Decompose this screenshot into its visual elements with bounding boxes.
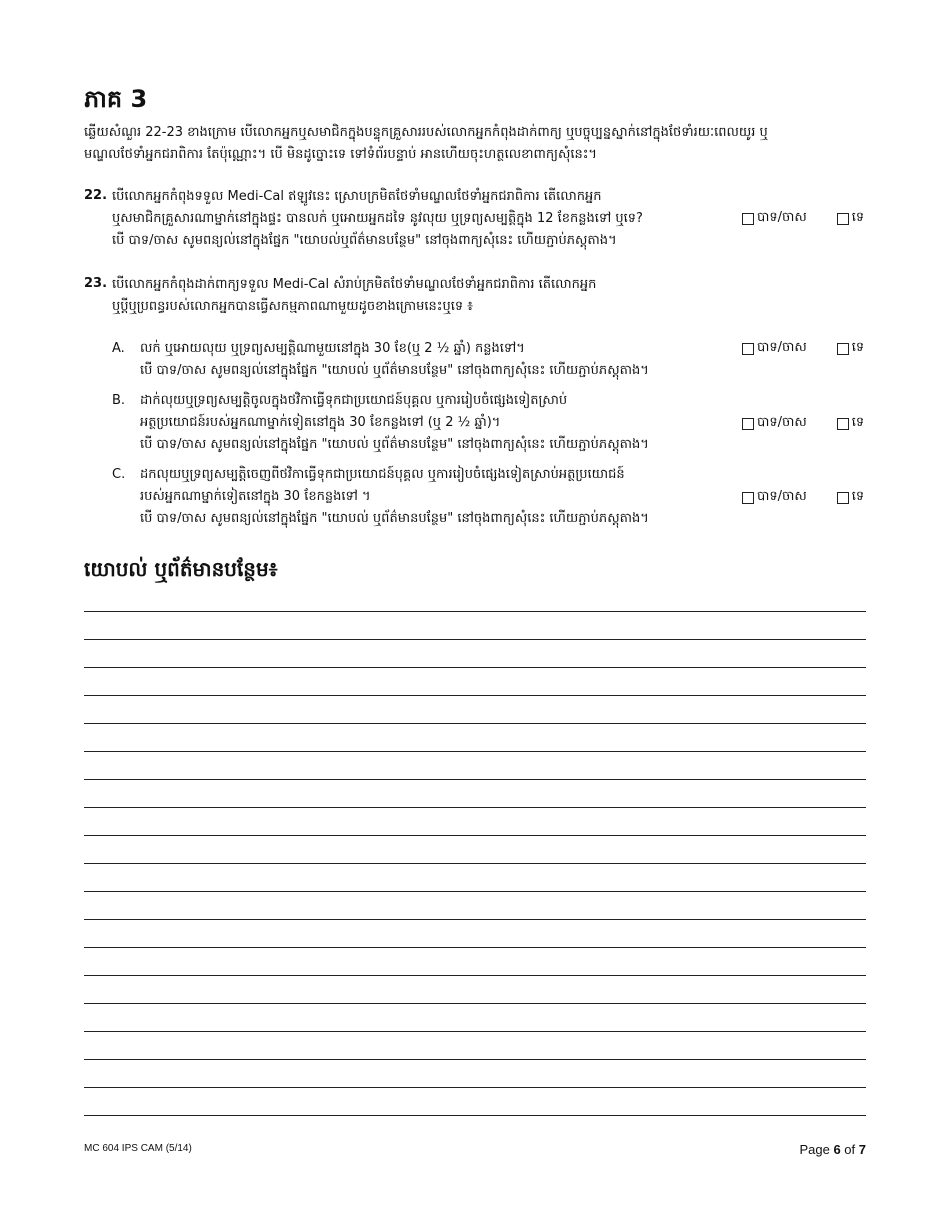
question-23b-letter: B. xyxy=(112,393,126,408)
q23a-no-checkbox[interactable] xyxy=(837,343,849,355)
q23a-no-option[interactable] xyxy=(837,339,864,358)
question-23b-options xyxy=(742,414,864,433)
comment-line[interactable] xyxy=(84,975,866,976)
comment-line[interactable] xyxy=(84,1003,866,1004)
q23a-yes-option[interactable] xyxy=(742,339,807,358)
q23b-yes-checkbox[interactable] xyxy=(742,418,754,430)
q23c-yes-label: បាទ/ចាស xyxy=(757,489,807,504)
question-23-number: 23. xyxy=(84,276,108,291)
question-23a-line-1: លក់ ឬអោយលុយ ឬទ្រព្យសម្បត្តិណាមួយនៅក្នុង 30 ខែ(ឬ 2 ½ ឆ្នាំ) កន្លងទៅ។ xyxy=(140,341,525,356)
comment-line[interactable] xyxy=(84,779,866,780)
section-title: ភាគ 3 xyxy=(84,85,148,113)
question-23c-options xyxy=(742,488,864,507)
comment-line[interactable] xyxy=(84,947,866,948)
q23b-no-option[interactable] xyxy=(837,414,864,433)
comment-line[interactable] xyxy=(84,835,866,836)
question-23-line-2: ឬប្តីឬប្រពន្ធរបស់លោកអ្នកបានធ្វើសកម្មភាពណាមួយដូចខាងក្រោមនេះឬទេ ៖ xyxy=(112,299,473,314)
of-word: of xyxy=(844,1142,856,1157)
intro-line-1: ឆ្លើយសំណួរ 22-23 ខាងក្រោម បើលោកអ្នកឬសមាជិកក្នុងបន្ទុកគ្រួសាររបស់លោកអ្នកកំពុងដាក់ពាក្យ ឬបច្ចុប្បន្នស្នាក់នៅក្នុងថែទាំរយៈពេលយូរ ឬ xyxy=(84,125,768,140)
q23c-yes-option[interactable] xyxy=(742,488,807,507)
comments-heading: យោបល់ ឬព័ត៌មានបន្ថែម៖ xyxy=(84,557,278,581)
q23b-yes-label: បាទ/ចាស xyxy=(757,415,807,430)
q23b-no-checkbox[interactable] xyxy=(837,418,849,430)
question-22-line-2: ឬសមាជិកគ្រួសារណាម្នាក់នៅក្នុងផ្ទះ បានលក់ ឬអោយអ្នកដទៃ នូវលុយ ឬទ្រព្យសម្បត្តិក្នុង 12 ខែកន្លងទៅ ឬទេ? xyxy=(112,211,643,226)
q22-no-checkbox[interactable] xyxy=(837,213,849,225)
question-23c-line-2: របស់អ្នកណាម្នាក់ទៀតនៅក្នុង 30 ខែកន្លងទៅ ។ xyxy=(140,489,371,504)
q23c-no-checkbox[interactable] xyxy=(837,492,849,504)
q23c-no-label: ទេ xyxy=(851,489,865,504)
comment-line[interactable] xyxy=(84,1115,866,1116)
question-23-line-1: បើលោកអ្នកកំពុងដាក់ពាក្យទទួល Medi-Cal សំរាប់ក្រមិតថែទាំមណ្ឌលថែទាំអ្នកជរាពិការ តើលោកអ្នក xyxy=(112,277,597,292)
q22-no-label: ទេ xyxy=(851,210,865,225)
q23a-yes-label: បាទ/ចាស xyxy=(757,340,807,355)
comment-line[interactable] xyxy=(84,807,866,808)
comment-line[interactable] xyxy=(84,723,866,724)
question-23-text xyxy=(112,274,732,318)
q22-yes-option[interactable] xyxy=(742,209,807,228)
question-23c-text xyxy=(140,464,730,530)
form-id: MC 604 IPS CAM (5/14) xyxy=(84,1143,192,1154)
q22-yes-checkbox[interactable] xyxy=(742,213,754,225)
q22-no-option[interactable] xyxy=(837,209,864,228)
question-22-options xyxy=(742,209,864,228)
q23b-yes-option[interactable] xyxy=(742,414,807,433)
question-22-line-3: បើ បាទ/ចាស សូមពន្យល់នៅក្នុងផ្នែក "យោបល់ឬព័ត៌មានបន្ថែម" នៅចុងពាក្យសុំនេះ ហើយភ្ជាប់ភស្តុតាង។ xyxy=(112,233,617,248)
comment-line[interactable] xyxy=(84,919,866,920)
question-23c-letter: C. xyxy=(112,467,126,482)
intro-instructions xyxy=(84,122,874,166)
comment-line[interactable] xyxy=(84,863,866,864)
question-23b-line-2: អត្ថប្រយោជន៍របស់អ្នកណាម្នាក់ទៀតនៅក្នុង 30 ខែកន្លងទៅ (ឬ 2 ½ ឆ្នាំ)។ xyxy=(140,415,501,430)
comment-line[interactable] xyxy=(84,751,866,752)
intro-line-2: មណ្ឌលថែទាំអ្នកជរាពិការ តែប៉ុណ្ណោះ។ បើ មិនដូច្នោះទេ ទៅទំព័របន្ទាប់ អានហើយចុះហត្ថលេខាពាក្យសុំនេះ។ xyxy=(84,147,597,162)
question-22-text xyxy=(112,186,732,252)
comment-line[interactable] xyxy=(84,1059,866,1060)
page-current: 6 xyxy=(833,1142,841,1157)
page-word: Page xyxy=(799,1142,830,1157)
comment-line[interactable] xyxy=(84,695,866,696)
question-23a-line-2: បើ បាទ/ចាស សូមពន្យល់នៅក្នុងផ្នែក "យោបល់ ឬព័ត៌មានបន្ថែម" នៅចុងពាក្យសុំនេះ ហើយភ្ជាប់ភស្តុតាង។ xyxy=(140,363,649,378)
question-23b-text xyxy=(140,390,730,456)
q23b-no-label: ទេ xyxy=(851,415,865,430)
page-number xyxy=(700,1142,866,1157)
question-23b-line-1: ដាក់លុយឬទ្រព្យសម្បត្តិចូលក្នុងថវិកាធ្វើទុកជាប្រយោជន៍បុគ្គល ឬការរៀបចំផ្សេងទៀតស្រាប់ xyxy=(140,393,568,408)
question-23c-line-1: ដកលុយឬទ្រព្យសម្បត្តិចេញពីថវិកាធ្វើទុកជាប្រយោជន៍បុគ្គល ឬការរៀបចំផ្សេងទៀតស្រាប់អត្ថប្រយោជន៍ xyxy=(140,467,625,482)
comment-line[interactable] xyxy=(84,667,866,668)
question-23c-line-3: បើ បាទ/ចាស សូមពន្យល់នៅក្នុងផ្នែក "យោបល់ ឬព័ត៌មានបន្ថែម" នៅចុងពាក្យសុំនេះ ហើយភ្ជាប់ភស្តុតាង។ xyxy=(140,511,649,526)
question-22-number: 22. xyxy=(84,188,108,203)
comment-line[interactable] xyxy=(84,1087,866,1088)
question-23a-letter: A. xyxy=(112,341,125,356)
question-23a-text xyxy=(140,338,730,382)
comment-line[interactable] xyxy=(84,1031,866,1032)
comment-line[interactable] xyxy=(84,639,866,640)
q22-yes-label: បាទ/ចាស xyxy=(757,210,807,225)
question-23b-line-3: បើ បាទ/ចាស សូមពន្យល់នៅក្នុងផ្នែក "យោបល់ ឬព័ត៌មានបន្ថែម" នៅចុងពាក្យសុំនេះ ហើយភ្ជាប់ភស្តុតាង។ xyxy=(140,437,649,452)
q23c-yes-checkbox[interactable] xyxy=(742,492,754,504)
q23a-yes-checkbox[interactable] xyxy=(742,343,754,355)
q23a-no-label: ទេ xyxy=(851,340,865,355)
comment-line[interactable] xyxy=(84,611,866,612)
q23c-no-option[interactable] xyxy=(837,488,864,507)
page-total: 7 xyxy=(858,1142,866,1157)
comment-line[interactable] xyxy=(84,891,866,892)
question-23a-options xyxy=(742,339,864,358)
question-22-line-1: បើលោកអ្នកកំពុងទទួល Medi-Cal ឥឡូវនេះ ស្រោបក្រមិតថែទាំមណ្ឌលថែទាំអ្នកជរាពិការ តើលោកអ្នក xyxy=(112,189,602,204)
